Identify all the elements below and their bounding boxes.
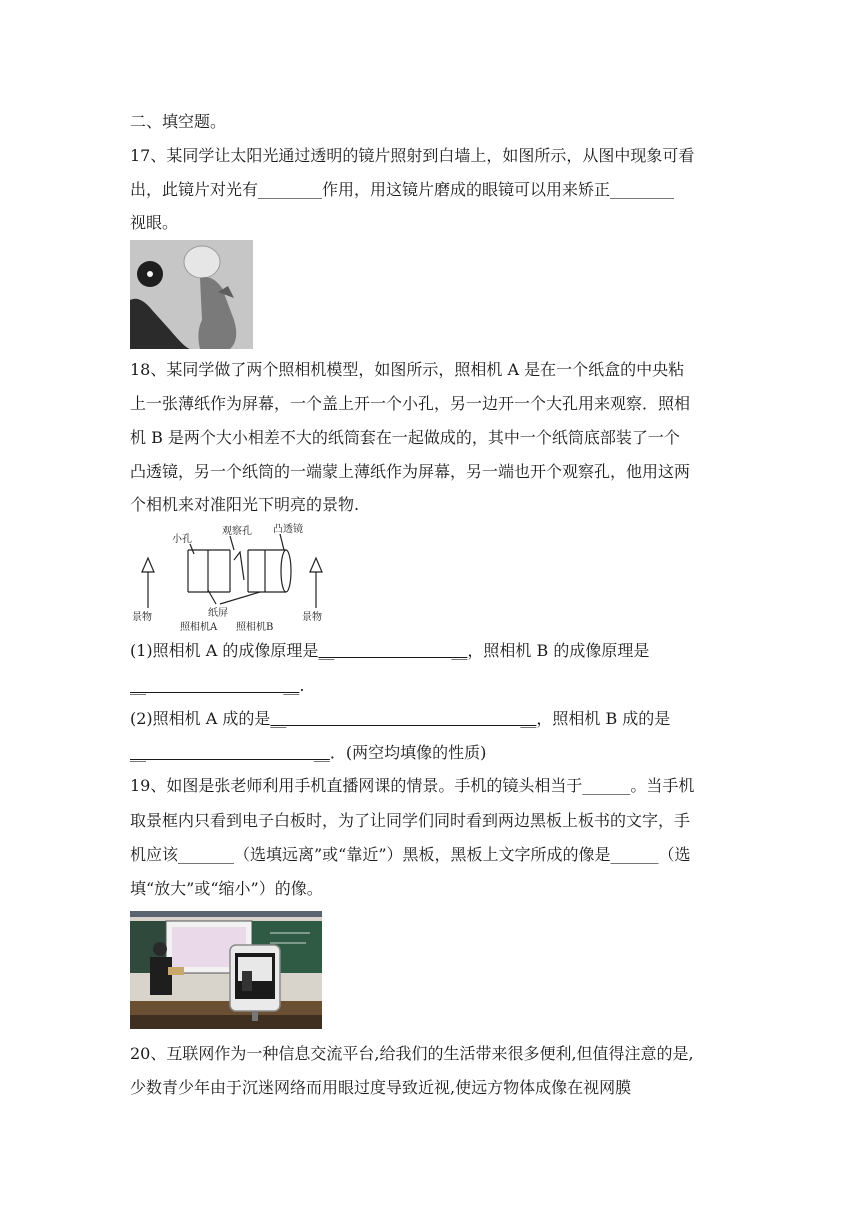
q18-part-2-text-a: (2)照相机 A 成的是 xyxy=(130,709,271,728)
q18-part-1-line-1 xyxy=(130,641,649,661)
classroom-photo xyxy=(130,911,322,1029)
camera-diagram xyxy=(130,520,360,632)
q18-part-2-end: ．(两空均填像的性质) xyxy=(329,743,487,762)
q20-line-1: 20、互联网作为一种信息交流平台,给我们的生活带来很多便利,但值得注意的是, xyxy=(130,1044,694,1063)
q18-line-2: 上一张薄纸作为屏幕，一个盖上开一个小孔，另一边开一个大孔用来观察．照相 xyxy=(130,394,691,413)
q18-part-2-blank-2: __ __ xyxy=(130,743,330,762)
q18-line-1: 18、某同学做了两个照相机模型，如图所示，照相机 A 是在一个纸盒的中央粘 xyxy=(130,360,685,379)
q19-line-4: 填“放大”或“缩小”）的像。 xyxy=(130,879,323,898)
q18-part-2-blank-1: __ __ xyxy=(270,709,537,728)
q18-part-1-blank-1: __ __ xyxy=(318,641,468,660)
q20-line-2: 少数青少年由于沉迷网络而用眼过度导致近视,使远方物体成像在视网膜 xyxy=(130,1078,632,1097)
label-observe-hole: 观察孔 xyxy=(222,526,252,537)
q18-part-1-text-b: ，照相机 B 的成像原理是 xyxy=(467,641,650,660)
q18-line-3: 机 B 是两个大小相差不大的纸筒套在一起做成的，其中一个纸筒底部装了一个 xyxy=(130,428,680,447)
q18-part-2-text-b: ，照相机 B 成的是 xyxy=(536,709,671,728)
q19-line-3: 机应该_______（选填远离”或“靠近”）黑板，黑板上文字所成的像是______（选 xyxy=(130,845,691,864)
label-paper-screen: 纸屏 xyxy=(208,608,228,619)
q19-line-2: 取景框内只看到电子白板时，为了让同学们同时看到两边黑板上板书的文字，手 xyxy=(130,811,691,830)
q18-part-1-end: . xyxy=(299,676,305,695)
label-camera-a: 照相机A xyxy=(180,622,218,632)
q19-line-1: 19、如图是张老师利用手机直播网课的情景。手机的镜头相当于______。当手机 xyxy=(130,776,695,795)
label-convex-lens: 凸透镜 xyxy=(273,524,303,535)
label-camera-b: 照相机B xyxy=(236,622,274,632)
q18-part-1-text-a: (1)照相机 A 的成像原理是 xyxy=(130,641,319,660)
label-scene-left: 景物 xyxy=(132,612,152,623)
section-title: 二、填空题。 xyxy=(130,112,227,131)
q17-line-1: 17、某同学让太阳光通过透明的镜片照射到白墙上，如图所示，从图中现象可看 xyxy=(130,146,695,165)
label-scene-right: 景物 xyxy=(302,612,322,623)
q17-line-2: 出，此镜片对光有________作用，用这镜片磨成的眼镜可以用来矫正________ xyxy=(130,180,675,199)
q18-part-2-line-1 xyxy=(130,709,670,729)
q17-line-3: 视眼。 xyxy=(130,213,179,232)
lens-photo xyxy=(130,240,253,349)
q18-line-4: 凸透镜，另一个纸筒的一端蒙上薄纸作为屏幕，另一端也开个观察孔，他用这两 xyxy=(130,462,691,481)
q18-line-5: 个相机来对准阳光下明亮的景物. xyxy=(130,495,360,514)
q18-part-1-line-2 xyxy=(130,676,304,696)
q18-part-2-line-2 xyxy=(130,743,486,763)
label-hole: 小孔 xyxy=(172,534,192,545)
q18-part-1-blank-2: __ __ xyxy=(130,676,300,695)
